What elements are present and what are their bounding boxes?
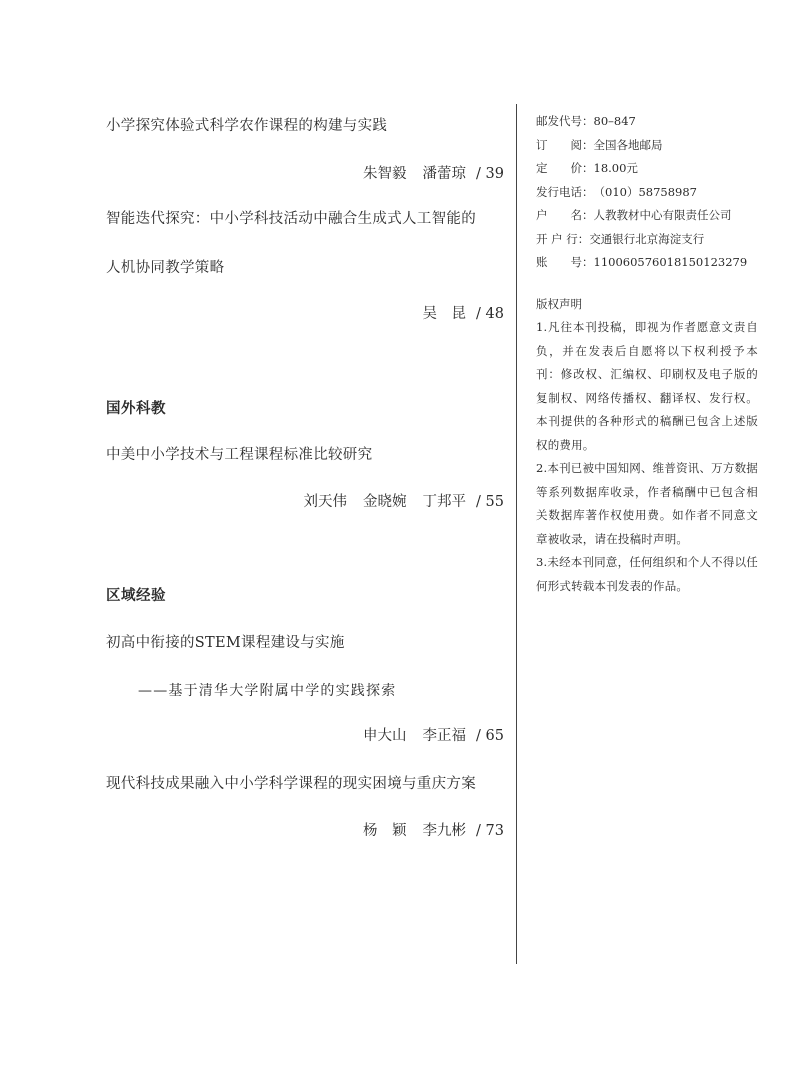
author-name: 李九彬 [422,823,467,839]
info-label: 账 号： [536,255,594,269]
author-name: 朱智毅 [363,166,407,182]
article-title[interactable]: 初高中衔接的STEM课程建设与实施 [106,635,345,651]
info-row-price [536,157,758,181]
article-title[interactable]: 现代科技成果融入中小学科学课程的现实困境与重庆方案 [106,776,476,792]
info-value: 18.00元 [593,161,638,175]
article-title[interactable]: 智能迭代探究：中小学科技活动中融合生成式人工智能的 [106,211,476,227]
author-name: 刘天伟 [303,494,348,510]
info-label: 定 价： [536,161,594,175]
info-row-phone [536,181,758,205]
info-row-account-name [536,204,758,228]
section-heading: 国外科教 [106,400,166,417]
author-name: 李正福 [422,728,467,744]
copyright-heading: 版权声明 [536,296,582,311]
article-authors [347,724,504,745]
info-value: 人教教材中心有限责任公司 [593,208,732,222]
info-label: 订 阅： [536,137,594,152]
copyright-item: 2.本刊已被中国知网、维普资讯、万方数据等系列数据库收录，作者稿酬中已包含相关数据库著作权使用费。如作者不同意文章被收录，请在投稿时声明。 [536,461,758,546]
page-number: / 73 [476,823,504,839]
article-title-continued[interactable]: 人机协同教学策略 [106,260,225,276]
info-value: （010）58758987 [593,184,697,199]
copyright-item: 1.凡往本刊投稿，即视为作者愿意文责自负，并在发表后自愿将以下权利授予本刊：修改权、汇编权、印刷权及电子版的复制权、网络传播权、翻译权、发行权。本刊提供的各种形式的稿酬已包含上述版权的费用。 [536,320,758,452]
info-row-postal-code [536,110,758,134]
page-number: / 39 [476,166,504,182]
article-title[interactable]: 中美中小学技术与工程课程标准比较研究 [106,447,373,463]
author-name: 申大山 [363,728,407,744]
info-value: 110060576018150123279 [593,255,748,269]
page-number: / 55 [476,494,504,510]
info-label: 户 名： [536,208,594,222]
info-value: 80–847 [593,114,636,128]
page-number: / 48 [476,306,504,322]
author-name: 潘蕾琼 [422,166,467,182]
info-row-subscription [536,134,758,158]
info-row-bank [536,228,758,252]
info-value: 全国各地邮局 [593,137,663,152]
info-label: 邮发代号： [536,114,594,128]
article-title[interactable]: 小学探究体验式科学农作课程的构建与实践 [106,118,388,134]
copyright-notice [536,316,758,598]
info-value: 交通银行北京海淀支行 [589,231,705,246]
copyright-item: 3.未经本刊同意，任何组织和个人不得以任何形式转载本刊发表的作品。 [536,555,758,593]
author-name: 金晓婉 [363,494,407,510]
author-name: 杨 颖 [363,823,407,839]
info-label: 发行电话： [536,184,594,199]
article-authors [407,302,504,323]
info-row-account-number [536,251,758,275]
article-authors [347,819,504,840]
article-authors [347,162,504,183]
article-subtitle: ——基于清华大学附属中学的实践探索 [138,683,397,699]
author-name: 丁邦平 [422,494,467,510]
publication-info-panel [536,110,758,598]
article-authors [288,490,504,511]
info-label: 开 户 行： [536,231,590,246]
column-divider [516,104,517,964]
section-heading: 区域经验 [106,587,166,604]
page-number: / 65 [476,728,504,744]
author-name: 吴 昆 [422,306,467,322]
